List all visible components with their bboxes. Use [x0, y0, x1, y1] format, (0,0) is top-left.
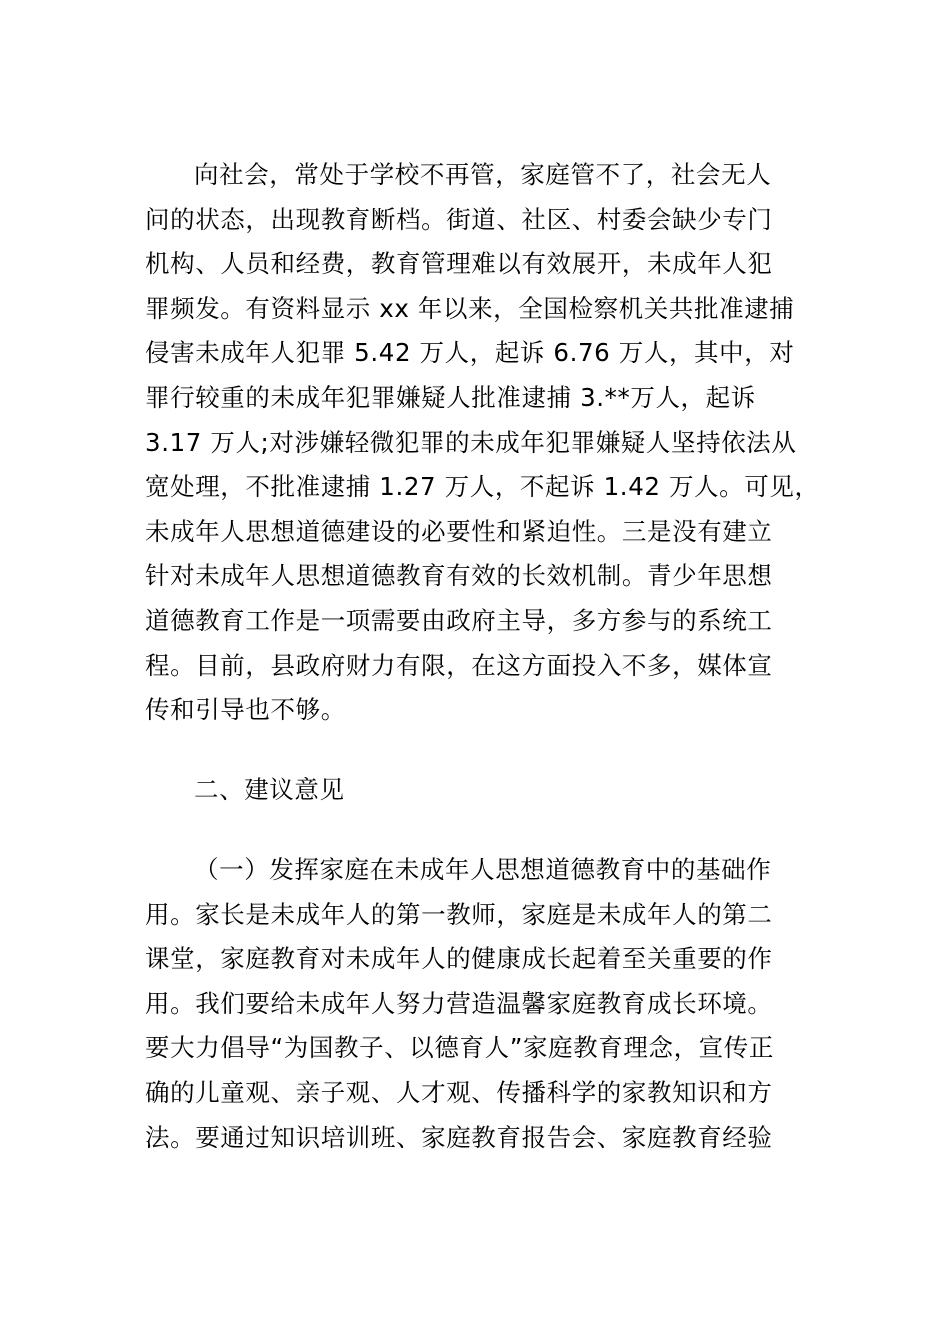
text-line: 问的状态，出现教育断档。街道、社区、村委会缺少专门 — [145, 204, 773, 234]
text-line: 程。目前，县政府财力有限，在这方面投入不多，媒体宣 — [145, 650, 773, 680]
text-line: 要大力倡导“为国教子、以德育人”家庭教育理念，宣传正 — [145, 1033, 774, 1063]
section-heading-block — [145, 768, 825, 813]
text-line: 机构、人员和经费，教育管理难以有效展开，未成年人犯 — [145, 249, 773, 279]
text-line: 3.17 万人;对涉嫌轻微犯罪的未成年犯罪嫌疑人坚持依法从 — [145, 427, 797, 457]
text-line: 用。我们要给未成年人努力营造温馨家庭教育成长环境。 — [145, 988, 773, 1018]
text-line: 针对未成年人思想道德教育有效的长效机制。青少年思想 — [145, 561, 773, 591]
text-line: 确的儿童观、亲子观、人才观、传播科学的家教知识和方 — [145, 1077, 773, 1107]
text-line: 宽处理，不批准逮捕 1.27 万人，不起诉 1.42 万人。可见， — [145, 472, 820, 502]
paragraph-2 — [145, 848, 825, 1160]
paragraph-1 — [145, 153, 825, 733]
text-line: 罪行较重的未成年犯罪嫌疑人批准逮捕 3.**万人，起诉 — [145, 382, 756, 412]
text-line: 罪频发。有资料显示 xx 年以来，全国检察机关共批准逮捕 — [145, 293, 795, 323]
text-line: 法。要通过知识培训班、家庭教育报告会、家庭教育经验 — [145, 1122, 773, 1152]
text-line: （一）发挥家庭在未成年人思想道德教育中的基础作 — [194, 855, 772, 884]
text-line: 用。家长是未成年人的第一教师，家庭是未成年人的第二 — [145, 899, 773, 929]
text-line: 课堂，家庭教育对未成年人的健康成长起着至关重要的作 — [145, 944, 773, 974]
text-line: 传和引导也不够。 — [145, 695, 346, 725]
text-line: 道德教育工作是一项需要由政府主导，多方参与的系统工 — [145, 605, 773, 635]
text-line: 侵害未成年人犯罪 5.42 万人，起诉 6.76 万人，其中，对 — [145, 338, 795, 368]
text-line: 向社会，常处于学校不再管，家庭管不了，社会无人 — [194, 160, 772, 189]
section-heading: 二、建议意见 — [194, 775, 345, 804]
text-line: 未成年人思想道德建设的必要性和紧迫性。三是没有建立 — [145, 516, 773, 546]
